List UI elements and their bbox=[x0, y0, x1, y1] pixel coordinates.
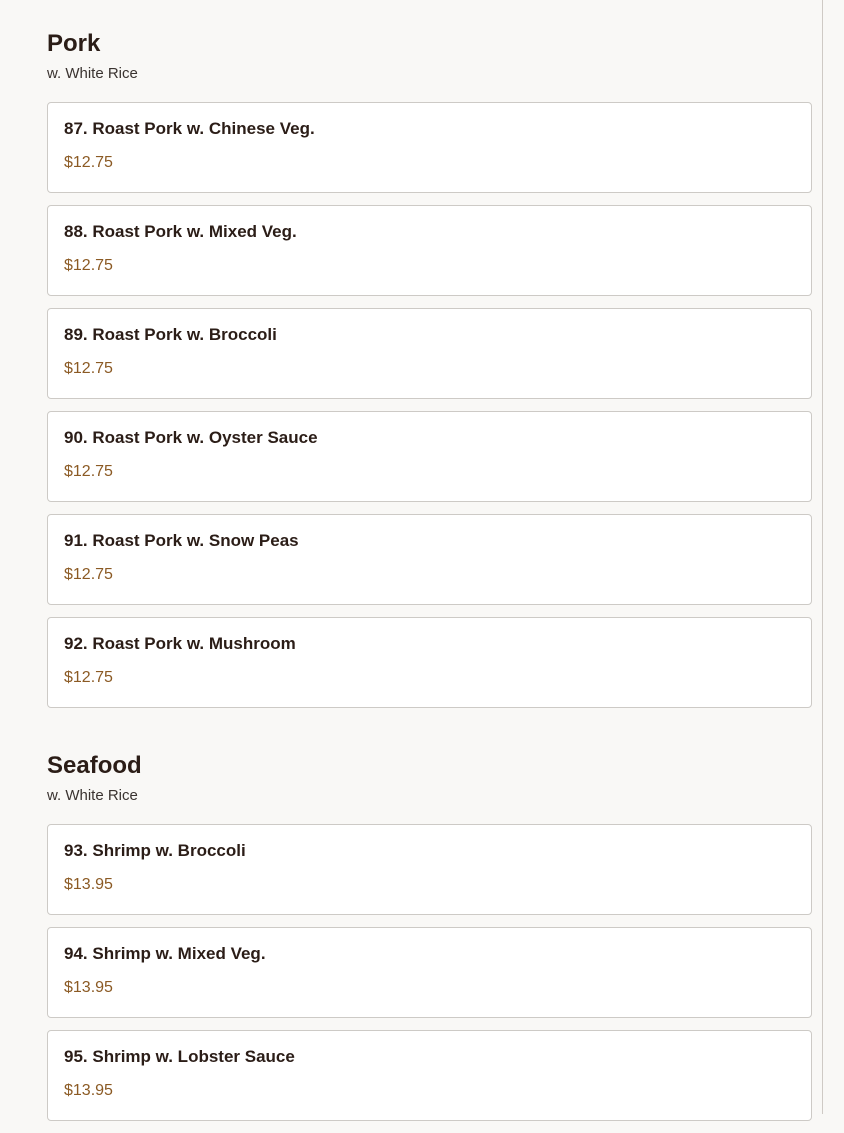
section-title: Seafood bbox=[47, 752, 142, 779]
menu-item-price: $12.75 bbox=[64, 360, 113, 377]
menu-item-name: 92. Roast Pork w. Mushroom bbox=[64, 634, 296, 653]
menu-section-pork bbox=[47, 30, 812, 720]
menu-item-card[interactable] bbox=[47, 617, 812, 708]
menu-item-price: $12.75 bbox=[64, 566, 113, 583]
menu-item-price: $12.75 bbox=[64, 257, 113, 274]
section-subtitle: w. White Rice bbox=[47, 787, 138, 804]
menu-item-price: $12.75 bbox=[64, 669, 113, 686]
menu-item-card[interactable] bbox=[47, 1030, 812, 1121]
menu-item-name: 88. Roast Pork w. Mixed Veg. bbox=[64, 222, 297, 241]
menu-item-name: 93. Shrimp w. Broccoli bbox=[64, 841, 246, 860]
menu-item-price: $13.95 bbox=[64, 876, 113, 893]
menu-item-price: $12.75 bbox=[64, 463, 113, 480]
menu-item-card[interactable] bbox=[47, 824, 812, 915]
menu-item-name: 87. Roast Pork w. Chinese Veg. bbox=[64, 119, 315, 138]
menu-item-card[interactable] bbox=[47, 102, 812, 193]
section-title: Pork bbox=[47, 30, 101, 57]
menu-item-price: $12.75 bbox=[64, 154, 113, 171]
menu-item-name: 90. Roast Pork w. Oyster Sauce bbox=[64, 428, 318, 447]
menu-item-price: $13.95 bbox=[64, 979, 113, 996]
menu-item-card[interactable] bbox=[47, 927, 812, 1018]
menu-section-seafood bbox=[47, 752, 812, 1133]
menu-item-name: 91. Roast Pork w. Snow Peas bbox=[64, 531, 299, 550]
menu-item-name: 94. Shrimp w. Mixed Veg. bbox=[64, 944, 266, 963]
menu-item-card[interactable] bbox=[47, 308, 812, 399]
menu-item-list bbox=[47, 824, 812, 1121]
menu-item-card[interactable] bbox=[47, 411, 812, 502]
menu-item-card[interactable] bbox=[47, 514, 812, 605]
menu-item-list bbox=[47, 102, 812, 708]
menu-item-price: $13.95 bbox=[64, 1082, 113, 1099]
menu-item-name: 95. Shrimp w. Lobster Sauce bbox=[64, 1047, 295, 1066]
section-subtitle: w. White Rice bbox=[47, 65, 138, 82]
menu-item-name: 89. Roast Pork w. Broccoli bbox=[64, 325, 277, 344]
menu-item-card[interactable] bbox=[47, 205, 812, 296]
